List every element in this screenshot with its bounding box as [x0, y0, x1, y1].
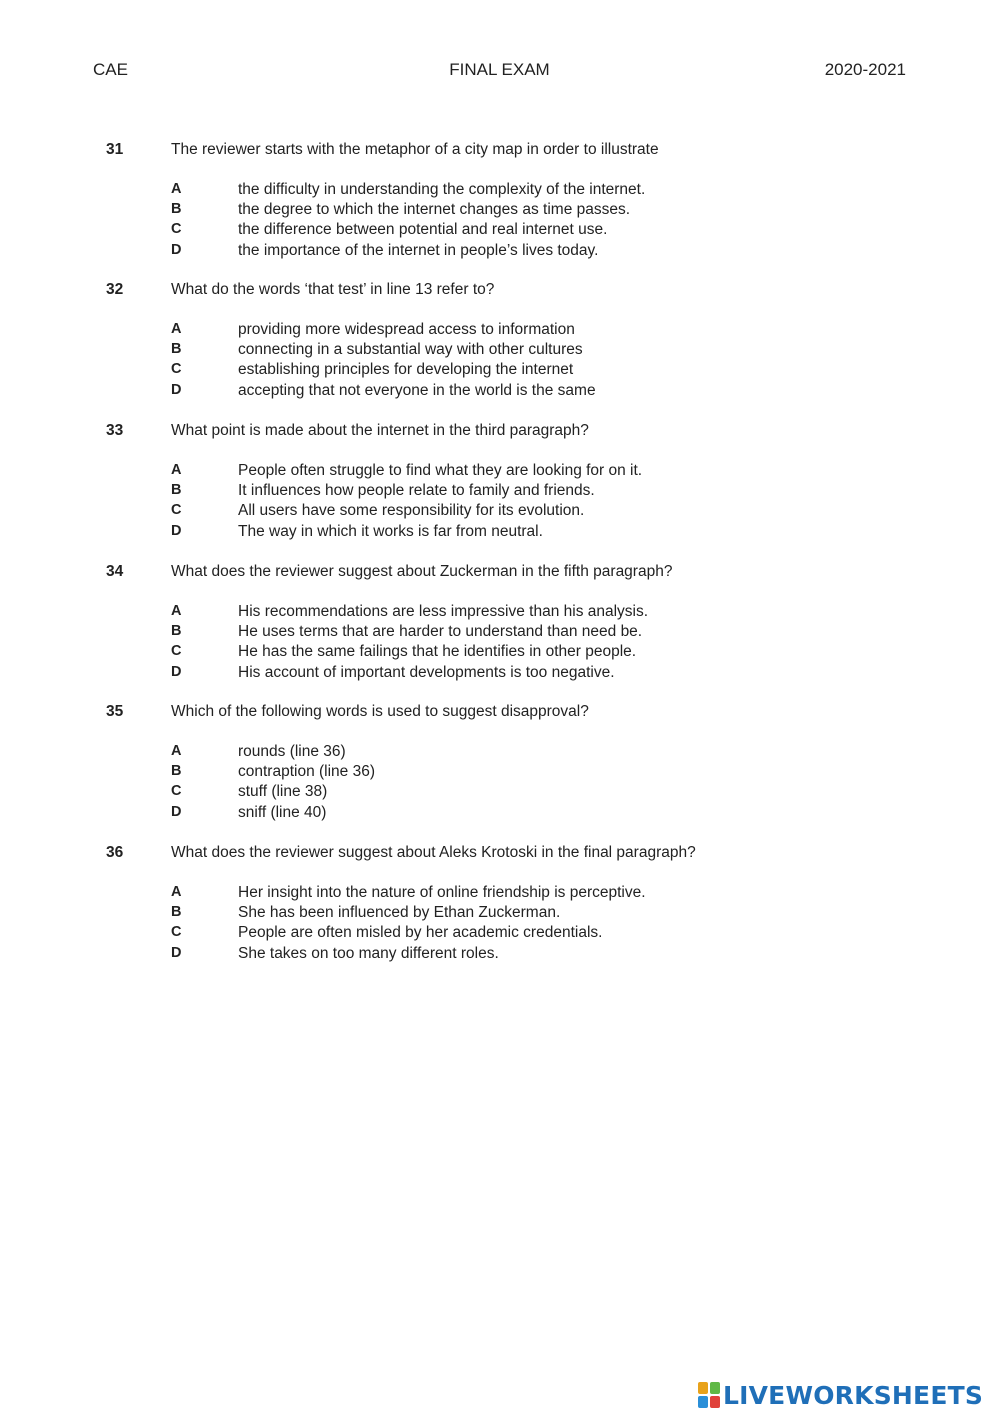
options-list: [0, 743, 1000, 824]
option-text: She has been influenced by Ethan Zuckerman.: [238, 904, 561, 922]
option-c[interactable]: [0, 361, 1000, 381]
option-text: rounds (line 36): [238, 743, 346, 760]
option-text: He uses terms that are harder to understand than need be.: [238, 623, 643, 641]
option-letter: B: [171, 623, 182, 640]
option-b[interactable]: [0, 623, 1000, 643]
option-text: sniff (line 40): [238, 803, 327, 821]
option-b[interactable]: [0, 904, 1000, 924]
option-letter: A: [171, 462, 182, 478]
option-text: Her insight into the nature of online friendship is perceptive.: [238, 884, 646, 901]
option-a[interactable]: [0, 743, 1000, 763]
option-text: She takes on too many different roles.: [238, 944, 499, 962]
option-letter: B: [171, 482, 182, 499]
liveworksheets-logo[interactable]: [698, 1379, 983, 1411]
option-text: the importance of the internet in people’s lives today.: [238, 241, 599, 259]
question-text: What does the reviewer suggest about Zuckerman in the fifth paragraph?: [171, 563, 673, 580]
option-text: It influences how people relate to family and friends.: [238, 482, 595, 500]
option-letter: C: [171, 643, 182, 660]
option-letter: C: [171, 924, 182, 941]
option-text: His recommendations are less impressive than his analysis.: [238, 603, 649, 620]
option-c[interactable]: [0, 783, 1000, 803]
option-letter: A: [171, 603, 182, 619]
option-a[interactable]: [0, 181, 1000, 201]
option-text: the difference between potential and real internet use.: [238, 221, 608, 239]
question-number: 35: [106, 703, 124, 720]
option-text: providing more widespread access to information: [238, 321, 575, 338]
options-list: [0, 884, 1000, 965]
logo-tile-2: [710, 1382, 720, 1394]
option-letter: A: [171, 884, 182, 900]
option-a[interactable]: [0, 603, 1000, 623]
question-number: 34: [106, 563, 124, 580]
option-d[interactable]: [0, 523, 1000, 543]
option-letter: A: [171, 321, 182, 337]
logo-tile-3: [698, 1396, 708, 1408]
option-text: People often struggle to find what they are looking for on it.: [238, 462, 643, 479]
option-a[interactable]: [0, 884, 1000, 904]
option-text: stuff (line 38): [238, 783, 328, 801]
options-list: [0, 181, 1000, 262]
option-text: establishing principles for developing the internet: [238, 361, 574, 379]
option-letter: D: [171, 381, 182, 398]
option-b[interactable]: [0, 482, 1000, 502]
option-c[interactable]: [0, 221, 1000, 241]
option-b[interactable]: [0, 341, 1000, 361]
question-number: 36: [106, 844, 124, 861]
option-letter: A: [171, 181, 182, 197]
option-d[interactable]: [0, 242, 1000, 262]
options-list: [0, 462, 1000, 543]
option-a[interactable]: [0, 321, 1000, 341]
option-d[interactable]: [0, 664, 1000, 684]
question-text: What point is made about the internet in the third paragraph?: [171, 422, 589, 439]
header-title: FINAL EXAM: [449, 60, 550, 79]
option-letter: C: [171, 221, 182, 238]
option-text: The way in which it works is far from neutral.: [238, 522, 543, 540]
option-letter: D: [171, 803, 182, 820]
option-letter: D: [171, 522, 182, 539]
question-text: Which of the following words is used to suggest disapproval?: [171, 703, 589, 720]
option-text: accepting that not everyone in the world is the same: [238, 381, 596, 399]
liveworksheets-logo-icon: [698, 1382, 720, 1408]
option-text: He has the same failings that he identifies in other people.: [238, 643, 637, 661]
option-text: connecting in a substantial way with other cultures: [238, 341, 583, 359]
question-number: 31: [106, 141, 124, 158]
question-text: What do the words ‘that test’ in line 13 refer to?: [171, 281, 495, 298]
liveworksheets-logo-text: LIVEWORKSHEETS: [723, 1380, 984, 1410]
option-text: His account of important developments is too negative.: [238, 663, 615, 681]
option-text: contraption (line 36): [238, 763, 375, 781]
option-c[interactable]: [0, 924, 1000, 944]
header-year: 2020-2021: [824, 60, 906, 79]
question-number: 33: [106, 422, 124, 439]
option-letter: D: [171, 663, 182, 680]
option-letter: C: [171, 783, 182, 800]
question-text: What does the reviewer suggest about Aleks Krotoski in the final paragraph?: [171, 844, 696, 861]
option-a[interactable]: [0, 462, 1000, 482]
option-text: the degree to which the internet changes as time passes.: [238, 201, 631, 219]
option-letter: B: [171, 201, 182, 218]
option-letter: B: [171, 763, 182, 780]
option-c[interactable]: [0, 643, 1000, 663]
option-letter: C: [171, 502, 182, 519]
option-letter: D: [171, 944, 182, 961]
option-d[interactable]: [0, 804, 1000, 824]
logo-tile-4: [710, 1396, 720, 1408]
question-number: 32: [106, 281, 124, 298]
option-letter: D: [171, 241, 182, 258]
page-header: [93, 60, 906, 82]
option-text: People are often misled by her academic credentials.: [238, 924, 603, 942]
logo-tile-1: [698, 1382, 708, 1394]
option-letter: B: [171, 341, 182, 358]
options-list: [0, 321, 1000, 402]
option-d[interactable]: [0, 382, 1000, 402]
option-b[interactable]: [0, 201, 1000, 221]
option-text: All users have some responsibility for its evolution.: [238, 502, 585, 520]
option-text: the difficulty in understanding the complexity of the internet.: [238, 181, 646, 198]
option-letter: B: [171, 904, 182, 921]
option-letter: C: [171, 361, 182, 378]
option-c[interactable]: [0, 502, 1000, 522]
question-text: The reviewer starts with the metaphor of a city map in order to illustrate: [171, 141, 659, 158]
options-list: [0, 603, 1000, 684]
header-course: CAE: [93, 60, 128, 79]
option-b[interactable]: [0, 763, 1000, 783]
option-d[interactable]: [0, 945, 1000, 965]
option-letter: A: [171, 743, 182, 759]
